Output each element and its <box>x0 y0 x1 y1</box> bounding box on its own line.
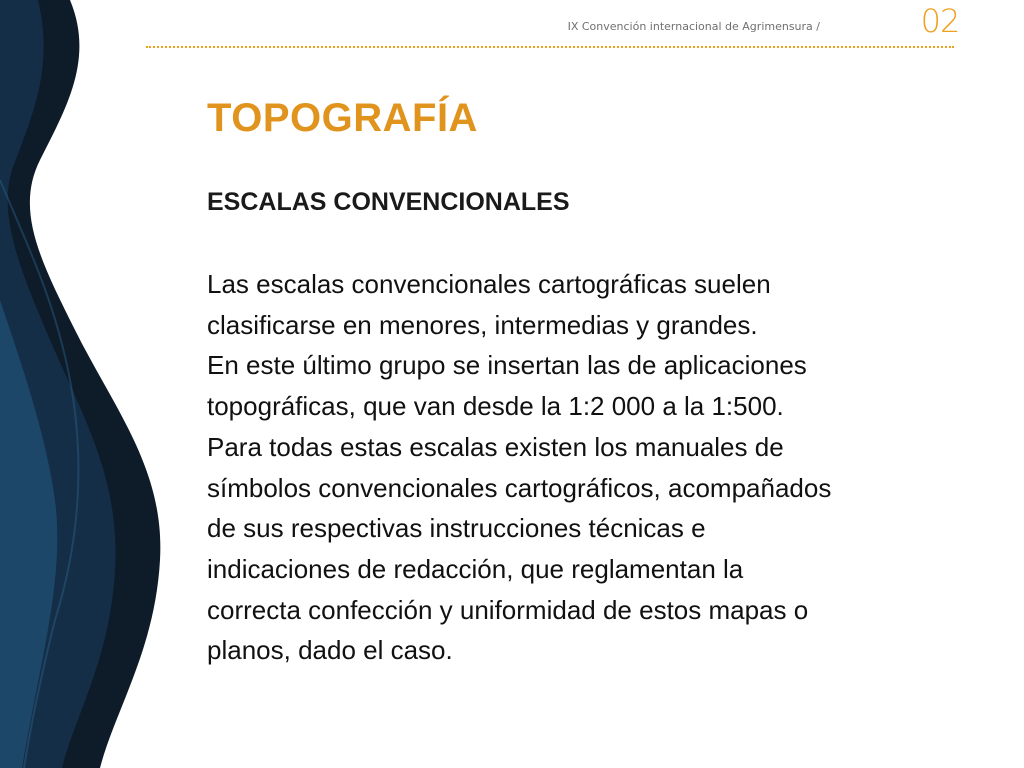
body-line: clasificarse en menores, intermedias y grandes. <box>207 309 758 340</box>
header-dotted-rule <box>146 46 954 48</box>
body-line: En este último grupo se insertan las de aplicaciones <box>207 350 807 381</box>
body-line: de sus respectivas instrucciones técnicas e <box>207 513 706 544</box>
body-line: símbolos convencionales cartográficos, acompañados <box>207 472 832 503</box>
body-line: indicaciones de redacción, que reglamentan la <box>207 553 744 584</box>
slide-number: 02 <box>920 2 960 40</box>
body-line: Para todas estas escalas existen los manuales de <box>207 431 784 462</box>
body-paragraph <box>207 264 967 671</box>
body-line: correcta confección y uniformidad de estos mapas o <box>207 594 809 625</box>
body-line: planos, dado el caso. <box>207 635 453 666</box>
body-line: topográficas, que van desde la 1:2 000 a la 1:500. <box>207 391 784 422</box>
conference-header: IX Convención internacional de Agrimensura / <box>567 20 820 33</box>
decorative-wave-panel <box>0 0 170 768</box>
body-line: Las escalas convencionales cartográficas suelen <box>207 269 771 299</box>
slide-title: TOPOGRAFÍA <box>207 96 478 140</box>
slide-subtitle: ESCALAS CONVENCIONALES <box>207 188 570 216</box>
